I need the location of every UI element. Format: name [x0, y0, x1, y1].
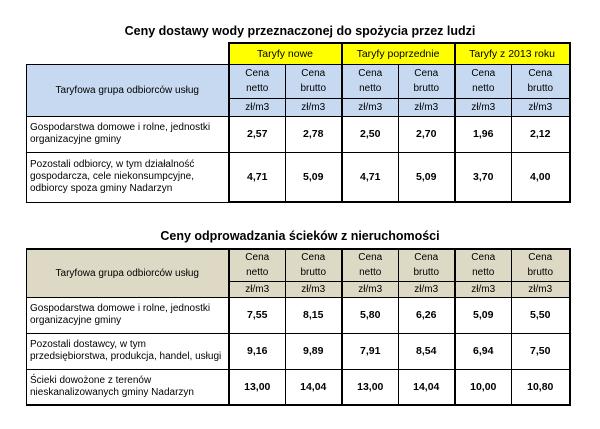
price-cell: 5,09 [399, 152, 455, 202]
column-header: Cena netto [229, 64, 286, 98]
price-cell: 8,15 [286, 297, 342, 333]
unit-label: zł/m3 [342, 281, 399, 297]
price-cell: 7,55 [229, 297, 286, 333]
column-header: Cena netto [455, 64, 512, 98]
group-column-header: Taryfowa grupa odbiorców usług [27, 64, 229, 116]
price-cell: 13,00 [229, 369, 286, 405]
unit-label: zł/m3 [286, 98, 342, 116]
row-label: Ścieki dowożone z terenów nieskanalizowanych gminy Nadarzyn [27, 369, 229, 405]
table-row [27, 152, 570, 202]
price-cell: 2,12 [512, 116, 570, 152]
price-cell: 4,71 [229, 152, 286, 202]
price-cell: 2,50 [342, 116, 399, 152]
unit-label: zł/m3 [399, 281, 455, 297]
column-header: Cena netto [455, 249, 512, 281]
price-cell: 2,57 [229, 116, 286, 152]
column-header: Cena netto [342, 249, 399, 281]
price-cell: 7,91 [342, 333, 399, 369]
price-cell: 6,26 [399, 297, 455, 333]
unit-label: zł/m3 [455, 98, 512, 116]
unit-label: zł/m3 [512, 281, 570, 297]
sewage-table-title: Ceny odprowadzania ścieków z nieruchomości [160, 229, 440, 243]
price-cell: 5,09 [455, 297, 512, 333]
column-header: Cena brutto [286, 64, 342, 98]
price-cell: 14,04 [399, 369, 455, 405]
tariff-2013-header: Taryfy z 2013 roku [455, 43, 570, 64]
table-row [27, 369, 570, 405]
table-row [27, 116, 570, 152]
price-cell: 7,50 [512, 333, 570, 369]
price-cell: 6,94 [455, 333, 512, 369]
unit-label: zł/m3 [512, 98, 570, 116]
price-cell: 13,00 [342, 369, 399, 405]
price-cell: 2,78 [286, 116, 342, 152]
price-cell: 4,71 [342, 152, 399, 202]
price-cell: 5,09 [286, 152, 342, 202]
price-cell: 14,04 [286, 369, 342, 405]
header-corner [27, 43, 229, 64]
tariff-previous-header: Taryfy poprzednie [342, 43, 455, 64]
column-header: Cena brutto [512, 249, 570, 281]
price-cell: 5,80 [342, 297, 399, 333]
unit-label: zł/m3 [286, 281, 342, 297]
price-cell: 3,70 [455, 152, 512, 202]
price-cell: 1,96 [455, 116, 512, 152]
row-label: Pozostali dostawcy, w tym przedsiębiorstwa, produkcja, handel, usługi [27, 333, 229, 369]
row-label: Gospodarstwa domowe i rolne, jednostki organizacyjne gminy [27, 297, 229, 333]
price-cell: 5,50 [512, 297, 570, 333]
group-column-header: Taryfowa grupa odbiorców usług [27, 249, 229, 297]
price-cell: 4,00 [512, 152, 570, 202]
column-header: Cena brutto [399, 64, 455, 98]
price-cell: 10,80 [512, 369, 570, 405]
sewage-price-table [26, 248, 571, 406]
water-price-table [26, 42, 571, 203]
column-header: Cena brutto [286, 249, 342, 281]
unit-label: zł/m3 [342, 98, 399, 116]
price-cell: 10,00 [455, 369, 512, 405]
unit-label: zł/m3 [399, 98, 455, 116]
row-label: Pozostali odbiorcy, w tym działalność gospodarcza, cele niekonsumpcyjne, odbiorcy spoza gminy Nadarzyn [27, 152, 229, 202]
unit-label: zł/m3 [455, 281, 512, 297]
row-label: Gospodarstwa domowe i rolne, jednostki organizacyjne gminy [27, 116, 229, 152]
unit-label: zł/m3 [229, 281, 286, 297]
water-table-title: Ceny dostawy wody przeznaczonej do spożycia przez ludzi [124, 24, 476, 38]
table-row [27, 297, 570, 333]
price-cell: 8,54 [399, 333, 455, 369]
price-cell: 9,16 [229, 333, 286, 369]
price-cell: 9,89 [286, 333, 342, 369]
tariff-new-header: Taryfy nowe [229, 43, 342, 64]
table-row [27, 333, 570, 369]
price-cell: 2,70 [399, 116, 455, 152]
column-header: Cena brutto [512, 64, 570, 98]
column-header: Cena netto [229, 249, 286, 281]
unit-label: zł/m3 [229, 98, 286, 116]
column-header: Cena brutto [399, 249, 455, 281]
column-header: Cena netto [342, 64, 399, 98]
